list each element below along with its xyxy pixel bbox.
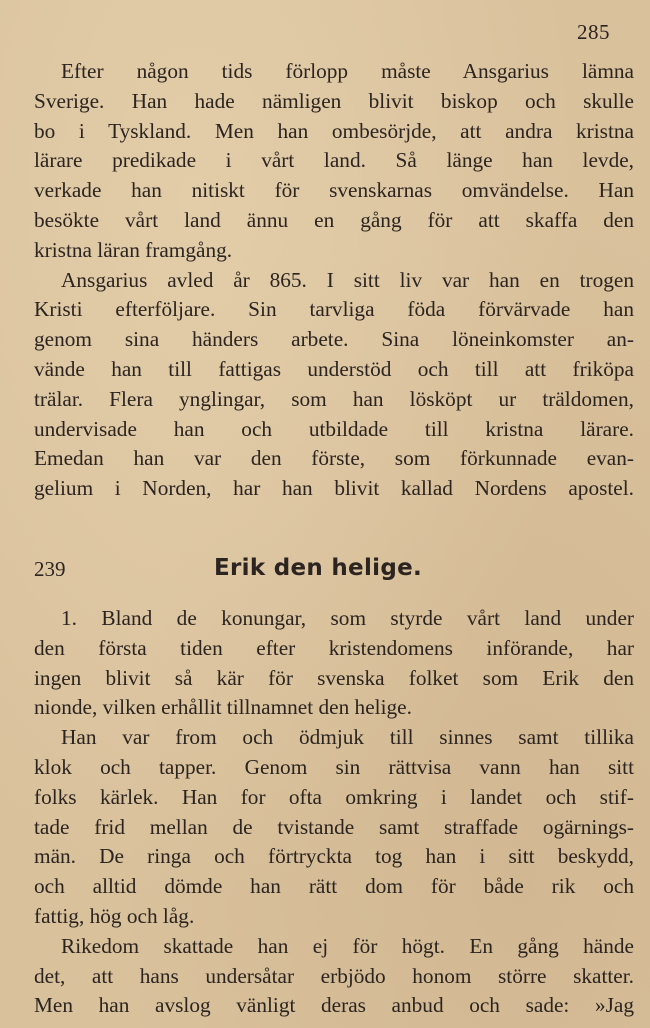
text-line: folks kärlek. Han for ofta omkring i landet och stif- (34, 784, 634, 809)
section-header (34, 555, 634, 589)
text-line: lärare predikade i vårt land. Så länge han levde, (34, 148, 634, 173)
text-line: gelium i Norden, har han blivit kallad Nordens apostel. (34, 476, 634, 501)
text-line: nionde, vilken erhållit tillnamnet den helige. (34, 695, 412, 720)
text-line: Han var from och ödmjuk till sinnes samt tillika (61, 725, 634, 750)
text-line: och alltid dömde han rätt dom för både rik och (34, 874, 634, 899)
text-line: Men han avslog vänligt deras anbud och sade: »Jag (34, 993, 634, 1018)
text-line: klok och tapper. Genom sin rättvisa vann han sitt (34, 754, 634, 779)
text-line: Efter någon tids förlopp måste Ansgarius lämna (61, 59, 634, 83)
text-line: verkade han nitiskt för svenskarnas omvändelse. Han (34, 178, 634, 203)
text-line: fattig, hög och låg. (34, 903, 195, 928)
section-ansgarius-text (34, 57, 634, 504)
text-line: vände han till fattigas understöd och till att friköpa (34, 356, 634, 381)
paragraph (34, 266, 634, 504)
text-line: undervisade han och utbildade till kristna lärare. (34, 416, 634, 441)
text-line: Kristi efterföljare. Sin tarvliga föda förvärvade han (34, 297, 634, 322)
text-line: trälar. Flera ynglingar, som han lösköpt ur träldomen, (34, 386, 634, 411)
section-number: 239 (34, 557, 66, 581)
text-line: tade frid mellan de tvistande samt straffade ogärnings- (34, 814, 634, 839)
paragraph (34, 723, 634, 932)
text-line: det, att hans undersåtar erbjödo honom större skatter. (34, 963, 634, 988)
page-number: 285 (577, 20, 610, 44)
text-line: den första tiden efter kristendomens införande, har (34, 635, 634, 660)
section-title: Erik den helige. (214, 555, 423, 581)
text-line: besökte vårt land ännu en gång för att skaffa den (34, 207, 634, 232)
paragraph (34, 932, 634, 1021)
text-line: kristna läran framgång. (34, 237, 233, 262)
text-line: män. De ringa och förtryckta tog han i sitt beskydd, (34, 844, 634, 869)
text-line: Ansgarius avled år 865. I sitt liv var han en trogen (61, 267, 634, 292)
text-line: genom sina händers arbete. Sina löneinkomster an- (34, 327, 634, 352)
text-line: bo i Tyskland. Men han ombesörjde, att andra kristna (34, 118, 634, 143)
section-erik-text (34, 604, 634, 1021)
paragraph (34, 604, 634, 723)
text-line: ingen blivit så kär för svenska folket som Erik den (34, 665, 634, 690)
text-line: Emedan han var den förste, som förkunnade evan- (34, 446, 634, 471)
paragraph (34, 57, 634, 266)
text-line: Sverige. Han hade nämligen blivit biskop och skulle (34, 88, 634, 113)
text-line: Rikedom skattade han ej för högt. En gång hände (61, 933, 634, 958)
text-line: 1. Bland de konungar, som styrde vårt land under (61, 606, 634, 630)
